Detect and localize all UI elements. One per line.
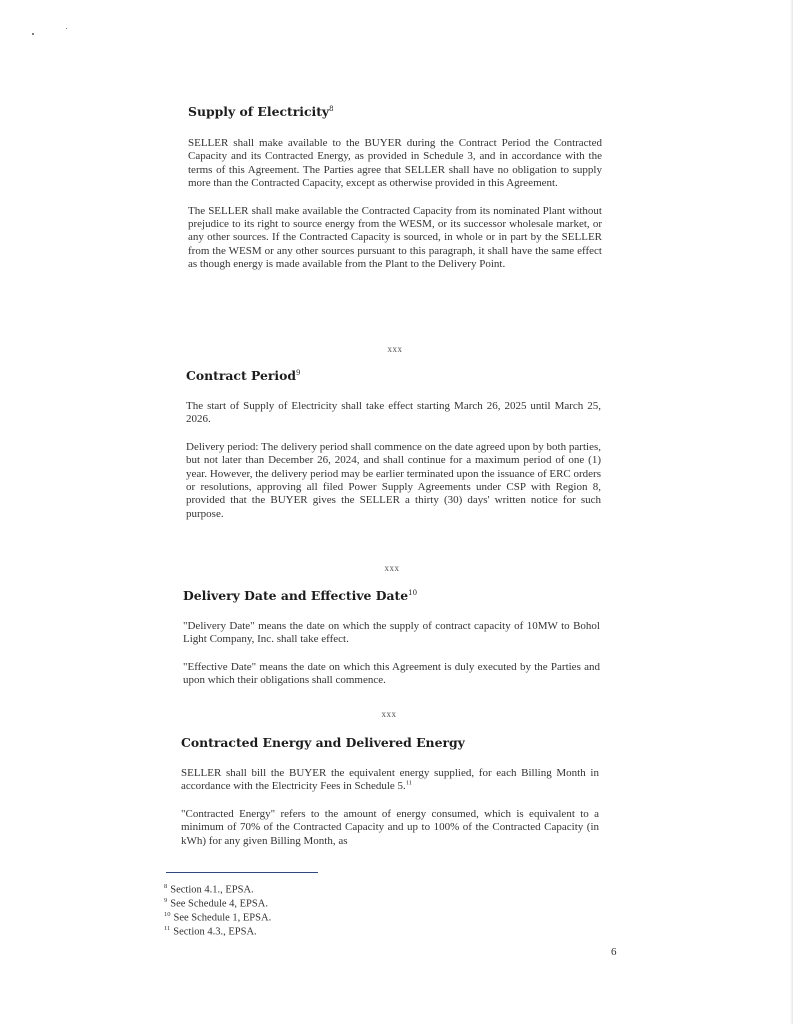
footnote-8: $^8$ Section 4.1., EPSA. (164, 883, 254, 896)
section-heading: Contract Period$^9$ (186, 368, 301, 383)
section-contracted-energy (181, 735, 599, 848)
section-contract-period (186, 368, 601, 521)
page-number: 6 (611, 946, 617, 958)
section-heading: Supply of Electricity$^8$ (188, 104, 334, 119)
paragraph: "Delivery Date" means the date on which the supply of contract capacity of 10MW to Bohol Light Company, Inc. shall take effect. (183, 620, 600, 646)
paragraph: SELLER shall bill the BUYER the equivalent energy supplied, for each Billing Month in accordance with the Electricity Fees in Schedule 5.11 (181, 767, 599, 793)
footnote-ref: 8 (329, 104, 334, 113)
separator: xxx (384, 563, 400, 573)
footnote-ref: 11 (405, 779, 413, 787)
paragraph: The start of Supply of Electricity shall take effect starting March 26, 2025 until March 25, 2026. (186, 400, 601, 426)
scan-speck (66, 28, 67, 29)
footnote-10: $^{10}$ See Schedule 1, EPSA. (164, 911, 272, 924)
paragraph: Delivery period: The delivery period shall commence on the date agreed upon by both parties, but not later than December 26, 2024, and shall continue for a maximum period of one (1) year. However, the delivery period may be earlier terminated upon the issuance of ERC orders or resolutions, approving all filed Power Supply Agreements under CSP with Region 8, provided that the BUYER gives the SELLER a thirty (30) days' written notice for such purpose. (186, 440, 601, 520)
section-heading: Delivery Date and Effective Date$^{10}$ (183, 588, 418, 603)
paragraph: "Contracted Energy" refers to the amount of energy consumed, which is equivalent to a minimum of 70% of the Contracted Capacity and up to 100% of the Contracted Capacity (in kWh) for any given Billing Month, as (181, 807, 599, 847)
footnote-9: $^9$ See Schedule 4, EPSA. (164, 897, 268, 910)
paragraph: The SELLER shall make available the Contracted Capacity from its nominated Plant without prejudice to its right to source energy from the WESM, or its successor wholesale market, or any other sources. If the Contracted Capacity is sourced, in whole or in part by the SELLER from the WESM or any other sources pursuant to this paragraph, it shall have the same effect as though energy is made available from the Plant to the Delivery Point. (188, 204, 602, 271)
footnote-rule (166, 872, 318, 873)
paragraph: SELLER shall make available to the BUYER during the Contract Period the Contracted Capacity and its Contracted Energy, as provided in Schedule 3, and in accordance with the terms of this Agreement. The Parties agree that SELLER shall have no obligation to supply more than the Contracted Capacity, except as otherwise provided in this Agreement. (188, 137, 602, 190)
footnote-11: $^{11}$ Section 4.3., EPSA. (164, 925, 257, 938)
section-heading: Contracted Energy and Delivered Energy (181, 735, 465, 750)
separator: xxx (381, 709, 397, 719)
paragraph: "Effective Date" means the date on which this Agreement is duly executed by the Parties and upon which their obligations shall commence. (183, 660, 600, 687)
scan-speck (32, 33, 34, 35)
section-delivery-date (183, 588, 600, 688)
footnote-ref: 10 (408, 588, 418, 597)
section-supply-of-electricity (188, 104, 602, 272)
separator: xxx (387, 344, 403, 354)
footnote-ref: 9 (296, 368, 301, 377)
